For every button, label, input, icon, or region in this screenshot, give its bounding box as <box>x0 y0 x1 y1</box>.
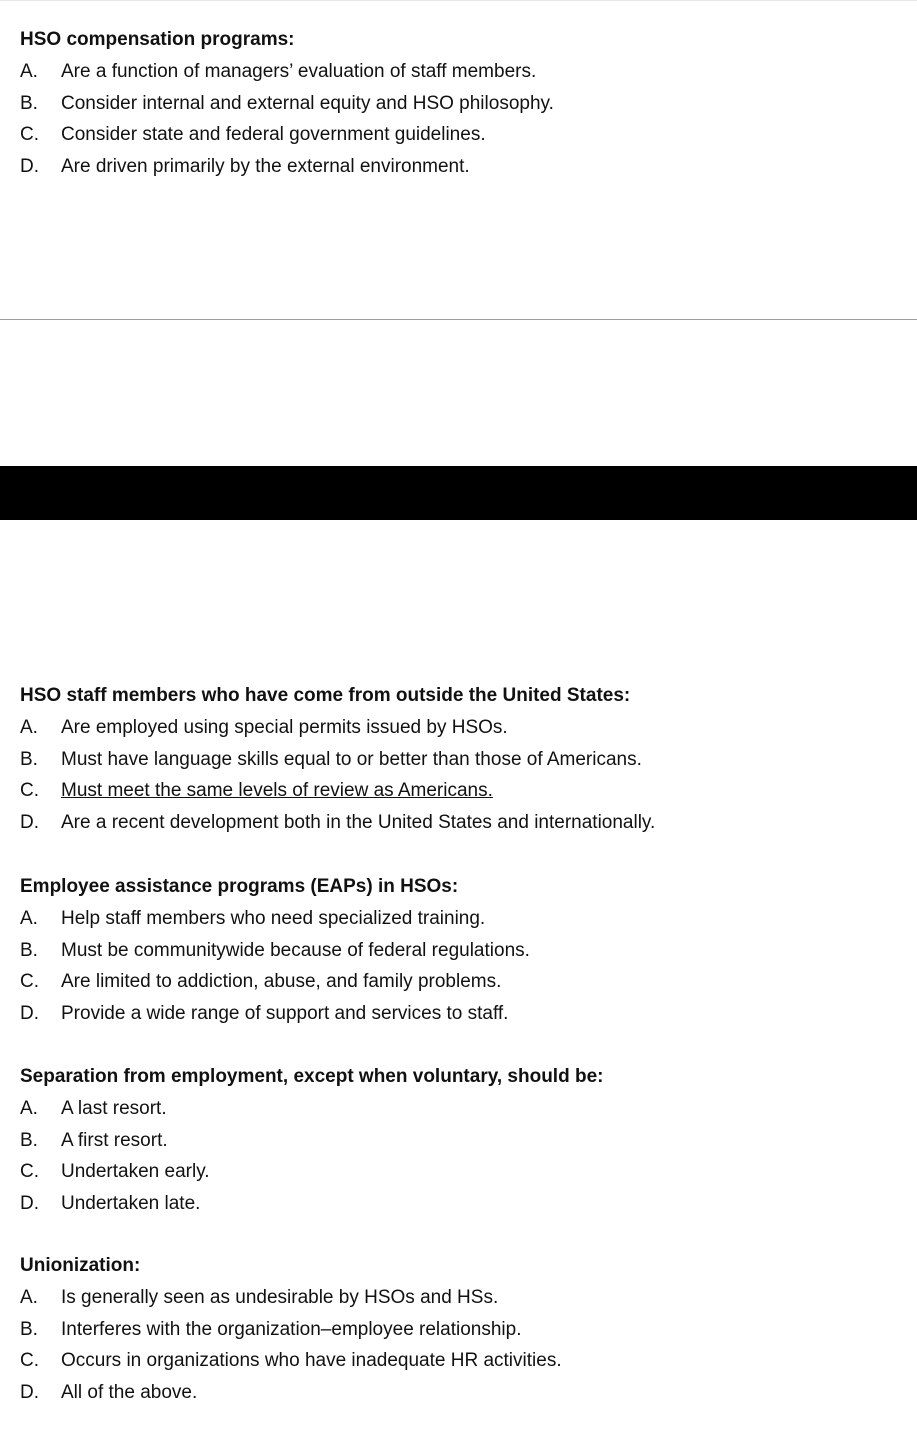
option-c <box>20 966 900 998</box>
option-text: Are driven primarily by the external environment. <box>61 155 470 177</box>
option-letter: C. <box>20 124 39 146</box>
option-letter: D. <box>20 811 39 833</box>
option-a <box>20 56 900 88</box>
option-c <box>20 119 900 151</box>
option-a <box>20 903 900 935</box>
option-b <box>20 935 900 967</box>
option-a <box>20 712 900 744</box>
option-text: Are employed using special permits issued by HSOs. <box>61 717 508 738</box>
option-letter: B. <box>20 1318 38 1340</box>
option-letter: C. <box>20 1161 39 1183</box>
option-text: Are limited to addiction, abuse, and family problems. <box>61 971 502 993</box>
question-stem <box>20 1250 900 1282</box>
option-text: Are a recent development both in the United States and internationally. <box>61 811 656 833</box>
option-a <box>20 1093 900 1125</box>
question-compensation <box>20 24 900 182</box>
option-letter: D. <box>20 1192 39 1214</box>
option-b <box>20 1314 900 1346</box>
option-b <box>20 744 900 776</box>
option-d <box>20 807 900 839</box>
option-d <box>20 998 900 1030</box>
question-stem: HSO compensation programs: <box>20 29 295 50</box>
redaction-bar <box>0 466 917 520</box>
option-letter: A. <box>20 908 38 929</box>
question-stem: Separation from employment, except when voluntary, should be: <box>20 1066 604 1087</box>
option-letter: A. <box>20 61 38 82</box>
option-letter: A. <box>20 1287 38 1308</box>
option-text: Undertaken late. <box>61 1192 201 1214</box>
option-letter: B. <box>20 1129 38 1151</box>
question-separation <box>20 1061 900 1219</box>
top-divider <box>0 0 917 1</box>
option-c <box>20 1345 900 1377</box>
option-text-underlined: Must meet the same levels of review as Americans. <box>61 780 493 802</box>
option-letter: D. <box>20 1002 39 1024</box>
option-text: Consider internal and external equity and HSO philosophy. <box>61 92 554 114</box>
option-b <box>20 88 900 120</box>
option-letter: C. <box>20 780 39 802</box>
option-text: A first resort. <box>61 1129 168 1151</box>
page-break-line <box>0 319 917 320</box>
option-letter: B. <box>20 748 38 770</box>
option-letter: D. <box>20 155 39 177</box>
option-letter: D. <box>20 1381 39 1403</box>
option-d <box>20 151 900 183</box>
option-c <box>20 775 900 807</box>
option-text: Interferes with the organization–employee relationship. <box>61 1318 522 1340</box>
option-c <box>20 1156 900 1188</box>
option-letter: C. <box>20 971 39 993</box>
option-letter: A. <box>20 1098 38 1119</box>
option-letter: B. <box>20 939 38 961</box>
option-text: Are a function of managers’ evaluation of staff members. <box>61 61 537 82</box>
option-text: Must have language skills equal to or better than those of Americans. <box>61 748 642 770</box>
option-text: All of the above. <box>61 1381 198 1403</box>
option-text: Help staff members who need specialized training. <box>61 908 486 929</box>
option-a <box>20 1282 900 1314</box>
option-text: Provide a wide range of support and services to staff. <box>61 1002 509 1024</box>
question-stem: Employee assistance programs (EAPs) in HSOs: <box>20 876 459 897</box>
question-eap <box>20 871 900 1029</box>
option-text: A last resort. <box>61 1098 167 1119</box>
option-text: Consider state and federal government guidelines. <box>61 124 486 146</box>
question-foreign-staff <box>20 680 900 838</box>
option-letter: B. <box>20 92 38 114</box>
option-text: Occurs in organizations who have inadequate HR activities. <box>61 1350 562 1372</box>
option-text: Must be communitywide because of federal regulations. <box>61 939 530 961</box>
question-stem: HSO staff members who have come from outside the United States: <box>20 685 631 706</box>
question-unionization <box>20 1250 900 1408</box>
option-letter: C. <box>20 1350 39 1372</box>
option-d <box>20 1377 900 1409</box>
question-stem-text: Unionization: <box>20 1255 141 1276</box>
option-d <box>20 1188 900 1220</box>
option-text: Is generally seen as undesirable by HSOs and HSs. <box>61 1287 499 1308</box>
option-letter: A. <box>20 717 38 738</box>
option-b <box>20 1125 900 1157</box>
option-text: Undertaken early. <box>61 1161 210 1183</box>
